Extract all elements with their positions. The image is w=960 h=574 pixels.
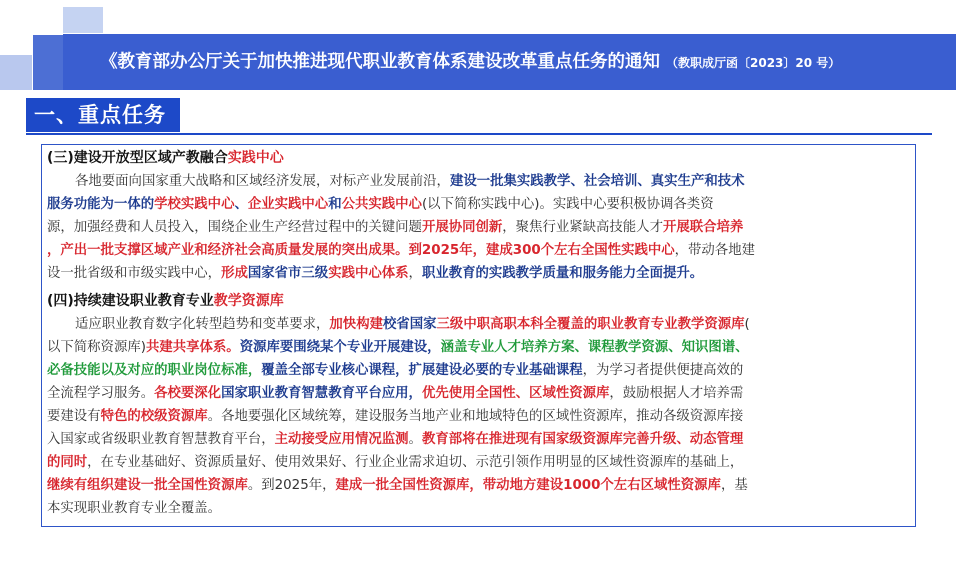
section-3-heading-text: (三)建设开放型区域产教融合	[47, 150, 228, 166]
text-red: 继续有组织建设一批全国性资源库	[47, 478, 248, 493]
text: ，基	[720, 478, 748, 493]
section-4-heading-text: (四)持续建设职业教育专业	[47, 293, 214, 309]
text-red: 开展联合培养	[662, 220, 744, 235]
text-red: 优先使用全国性、区域性资源库	[421, 386, 610, 401]
text: 适应职业教育数字化转型趋势和变革要求，	[75, 317, 330, 332]
text-bold: 服务功能为一体的	[47, 197, 155, 212]
paragraph-line	[47, 262, 917, 285]
text: (	[744, 317, 750, 332]
paragraph-line	[47, 313, 917, 336]
paragraph-line	[47, 382, 917, 405]
decor-square-edge	[0, 55, 32, 90]
text: 。各地要强化区域统筹，建设服务当地产业和地域特色的区域性资源库，推动各级资源库接	[207, 409, 744, 424]
text: ，鼓励根据人才培养需	[609, 386, 744, 401]
section-3-heading-highlight: 实践中心	[227, 150, 284, 166]
text: ，在专业基础好、资源质量好、使用效果好、行业企业需求迫切、示范引领作用明显的区域性资源库的基础上，	[87, 455, 744, 470]
text: 入国家或省级职业教育智慧教育平台，	[47, 432, 275, 447]
paragraph-line	[47, 359, 917, 382]
paragraph-line	[47, 474, 917, 497]
text-red: 学校实践中心	[154, 197, 235, 212]
text-bold: 覆盖全部专业核心课程，扩展建设必要的专业基础课程	[261, 363, 583, 378]
text-red: 到2025年，	[408, 243, 486, 258]
paragraph-line	[47, 193, 917, 216]
page-title	[100, 34, 840, 90]
text-red: 开展协同创新	[421, 220, 503, 235]
decor-square-top	[63, 7, 103, 33]
text: ，聚焦行业紧缺高技能人才	[502, 220, 663, 235]
page-title-subtitle: （教职成厅函〔2023〕20 号）	[666, 56, 841, 70]
text: 本实现职业教育专业全覆盖。	[47, 501, 222, 516]
text: ，带动各地建	[674, 243, 755, 258]
paragraph-line	[47, 405, 917, 428]
text-green: 必备技能以及对应的职业岗位标准，	[47, 363, 262, 378]
page-title-main: 《教育部办公厅关于加快推进现代职业教育体系建设改革重点任务的通知	[100, 52, 660, 72]
text-red: ，产出一批支撑区域产业和经济社会高质量发展的突出成果。	[47, 243, 409, 258]
text-red: 公共实践中心	[341, 197, 422, 212]
decor-square-left	[33, 35, 63, 90]
text-bold: 建设一批集实践教学、社会培训、真实生产和技术	[449, 174, 745, 189]
text-bold: 国家职业教育智慧教育平台应用，	[221, 386, 422, 401]
text-bold: 资源库要围绕某个专业开展建设，	[239, 340, 441, 355]
section-4	[47, 290, 917, 520]
text: (以下简称实践中心)。实践中心要积极协调各类资	[421, 197, 714, 212]
text: 设一批省级和市级实践中心，	[47, 266, 222, 281]
text-red: 企业实践中心	[247, 197, 329, 212]
paragraph-line	[47, 216, 917, 239]
paragraph-line	[47, 239, 917, 262]
text-red: 共建共享体系。	[145, 340, 240, 355]
text-red: 特色的校级资源库	[100, 409, 208, 424]
text: 全流程学习服务。	[47, 386, 155, 401]
text: 各地要面向国家重大战略和区域经济发展，对标产业发展前沿，	[75, 174, 450, 189]
text-bold: 、	[234, 197, 248, 212]
paragraph-line	[47, 170, 917, 193]
text-red: 主动接受应用情况监测	[274, 432, 409, 447]
text-bold: 国家省市三级	[247, 266, 329, 281]
text: 要建设有	[47, 409, 101, 424]
text-red: 教育部将在推进现有国家级资源库完善升级、动态管理	[421, 432, 744, 447]
paragraph-line	[47, 451, 917, 474]
section-3	[47, 147, 917, 285]
section-4-heading	[47, 290, 917, 313]
text-green: 涵盖专业人才培养方案、课程教学资源、知识图谱、	[440, 340, 749, 355]
text-bold: 和	[328, 197, 342, 212]
text-red: 各校要深化	[154, 386, 222, 401]
text: 。	[408, 432, 422, 447]
text-red: 建成300个左右全国性实践中心	[486, 243, 675, 258]
text-red: 的同时	[47, 455, 88, 470]
section-3-heading	[47, 147, 917, 170]
text: ，为学习者提供便捷高效的	[582, 363, 744, 378]
paragraph-line	[47, 428, 917, 451]
text: 源，加强经费和人员投入，围绕企业生产经营过程中的关键问题	[47, 220, 422, 235]
text: 以下简称资源库)	[47, 340, 146, 355]
section-underline	[26, 133, 932, 135]
text-red: 建成一批全国性资源库，带动地方建设1000个左右区域性资源库	[335, 478, 721, 493]
text: 。到2025年，	[247, 478, 336, 493]
section-title: 一、重点任务	[26, 98, 180, 132]
text-red: 加快构建	[329, 317, 383, 332]
text-bold: 职业教育的实践教学质量和服务能力全面提升。	[421, 266, 704, 281]
text-bold: 校省国家	[382, 317, 437, 332]
text-red: 三级中职高职本科全覆盖的职业教育专业教学资源库	[436, 317, 745, 332]
paragraph-line	[47, 497, 917, 520]
text: ，	[408, 266, 422, 281]
text-red: 形成	[221, 266, 248, 281]
paragraph-line	[47, 336, 917, 359]
section-4-heading-highlight: 教学资源库	[213, 293, 284, 309]
text-red: 实践中心体系	[328, 266, 409, 281]
